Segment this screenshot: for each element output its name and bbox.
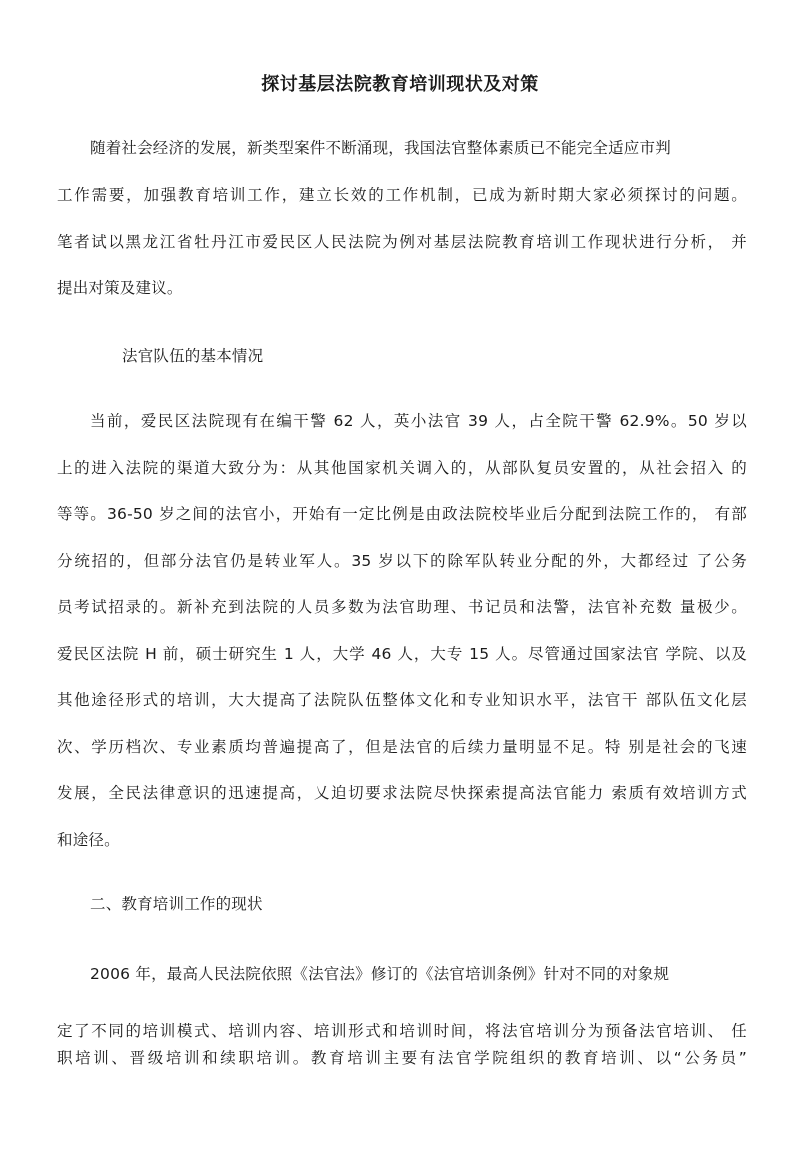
paragraph-line: 其他途径形式的培训，大大提高了法院队伍整体文化和专业知识水平，法官干 部队伍文化层 [57, 691, 747, 709]
paragraph-line: 当前，爱民区法院现有在编干警 62 人，英小法官 39 人，占全院干警 62.9%。50 岁以 [90, 412, 747, 430]
paragraph-line: 随着社会经济的发展，新类型案件不断涌现，我国法官整体素质已不能完全适应市判 [90, 139, 671, 157]
paragraph-line: 职培训、晋级培训和续职培训。教育培训主要有法官学院组织的教育培训、以“公务员” [57, 1049, 747, 1067]
paragraph-line: 工作需要，加强教育培训工作，建立长效的工作机制，已成为新时期大家必须探讨的问题。 [57, 186, 747, 204]
section-heading: 二、教育培训工作的现状 [90, 895, 263, 913]
paragraph-line: 2006 年，最高人民法院依照《法官法》修订的《法官培训条例》针对不同的对象规 [90, 965, 670, 983]
paragraph-line: 定了不同的培训模式、培训内容、培训形式和培训时间，将法官培训分为预备法官培训、 任 [57, 1022, 747, 1040]
document-title: 探讨基层法院教育培训现状及对策 [261, 74, 539, 95]
paragraph-line: 发展，全民法律意识的迅速提高，乂迫切要求法院尽快探索提高法官能力 索质有效培训方式 [57, 784, 747, 802]
paragraph-line: 和途径。 [57, 831, 120, 849]
paragraph-line: 提出对策及建议。 [57, 279, 183, 297]
paragraph-line: 次、学历档次、专业素质均普遍提高了，但是法官的后续力量明显不足。特 别是社会的飞速 [57, 738, 747, 756]
paragraph-line: 分统招的，但部分法官仍是转业军人。35 岁以下的除军队转业分配的外，大都经过 了公务 [57, 552, 747, 570]
paragraph-line: 员考试招录的。新补充到法院的人员多数为法官助理、书记员和法警，法官补充数 量极少。 [57, 598, 747, 616]
paragraph-line: 爱民区法院 H 前，硕士研究生 1 人，大学 46 人，大专 15 人。尽管通过国家法官 学院、以及 [57, 645, 747, 663]
section-heading: 法官队伍的基本情况 [122, 347, 264, 365]
paragraph-line: 上的进入法院的渠道大致分为：从其他国家机关调入的，从部队复员安置的，从社会招入 的 [57, 459, 747, 477]
paragraph-line: 笔者试以黑龙江省牡丹江市爱民区人民法院为例对基层法院教育培训工作现状进行分析， 并 [57, 233, 747, 251]
paragraph-line: 等等。36-50 岁之间的法官小，开始有一定比例是由政法院校毕业后分配到法院工作的， 有部 [57, 505, 747, 523]
